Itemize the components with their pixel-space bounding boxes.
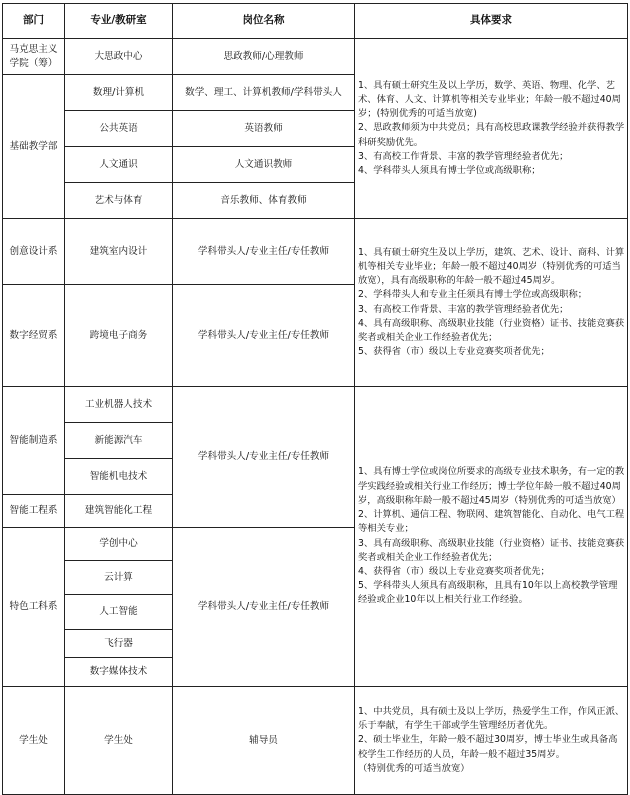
position-cell: 学科带头人/专业主任/专任教师 (173, 285, 355, 387)
requirement-item: 5、学科带头人须具有高级职称，且具有10年以上高校教学管理经验或企业10年以上相关行业工作经验。 (358, 580, 618, 606)
major-cell: 云计算 (65, 561, 173, 595)
recruitment-table (2, 3, 628, 795)
requirement-item: 2、计算机、通信工程、物联网、建筑智能化、自动化、电气工程等相关专业； (358, 509, 625, 535)
dept-cell: 数字经贸系 (3, 285, 65, 387)
dept-cell: 智能工程系 (3, 495, 65, 528)
major-cell: 学生处 (65, 687, 173, 795)
requirement-item: 5、获得省（市）级以上专业竞赛奖项者优先； (358, 346, 550, 358)
requirement-item: 2、硕士毕业生，年龄一般不超过30周岁，博士毕业生或具备高校学生工作经历的人员，年龄一般不超过35周岁。 (358, 734, 618, 760)
requirement-item: 3、有高校工作背景、丰富的教学管理经验者优先； (358, 303, 569, 315)
major-cell: 智能机电技术 (65, 459, 173, 495)
requirement-item: 3、有高校工作背景、丰富的教学管理经验者优先； (358, 150, 569, 162)
table-row (3, 387, 628, 423)
requirements-cell-group3 (355, 387, 628, 687)
major-cell: 学创中心 (65, 528, 173, 561)
requirement-item: 2、学科带头人和专业主任须具有博士学位或高级职称； (358, 289, 588, 301)
major-cell: 跨境电子商务 (65, 285, 173, 387)
table-row (3, 39, 628, 75)
major-cell: 建筑室内设计 (65, 219, 173, 285)
position-cell: 英语教师 (173, 111, 355, 147)
header-dept: 部门 (3, 4, 65, 39)
requirements-cell-group4 (355, 687, 628, 795)
position-cell: 学科带头人/专业主任/专任教师 (173, 528, 355, 687)
requirement-item: 1、具有硕士研究生及以上学历，数学、英语、物理、化学、艺术、体育、人文、计算机等相关专业毕业；年龄一般不超过40周岁；(特别优秀的可适当放宽) (358, 79, 621, 120)
requirement-item: 4、学科带头人须具有博士学位或高级职称； (358, 165, 541, 176)
requirement-item: 4、具有高级职称、高级职业技能（行业资格）证书、技能竞赛获奖者或相关企业工作经验者优先； (358, 317, 625, 343)
major-cell: 飞行器 (65, 630, 173, 658)
position-cell: 人文通识教师 (173, 147, 355, 183)
position-cell: 辅导员 (173, 687, 355, 795)
position-cell: 学科带头人/专业主任/专任教师 (173, 387, 355, 528)
header-position: 岗位名称 (173, 4, 355, 39)
requirements-cell-group2 (355, 219, 628, 387)
major-cell: 公共英语 (65, 111, 173, 147)
major-cell: 大思政中心 (65, 39, 173, 75)
table-row (3, 219, 628, 285)
major-cell: 新能源汽车 (65, 423, 173, 459)
header-row (3, 4, 628, 39)
dept-cell: 学生处 (3, 687, 65, 795)
requirements-cell-group1 (355, 39, 628, 219)
dept-cell: 智能制造系 (3, 387, 65, 495)
requirement-item: 1、具有博士学位或岗位所要求的高级专业技术职务，有一定的教学实践经验或相关行业工作经历；博士学位年龄一般不超过40周岁，高级职称年龄一般不超过45周岁（特别优秀的可适当放宽） (358, 466, 625, 506)
major-cell: 艺术与体育 (65, 183, 173, 219)
dept-cell: 马克思主义学院（筹） (3, 39, 65, 75)
requirement-item: 1、具有硕士研究生及以上学历，建筑、艺术、设计、商科、计算机等相关专业毕业；年龄一般不超过40周岁（特别优秀的可适当放宽），具有高级职称的年龄一般不超过45周岁。 (358, 246, 625, 287)
requirement-item: 4、获得省（市）级以上专业竞赛奖项者优先； (358, 565, 550, 577)
major-cell: 数字媒体技术 (65, 658, 173, 687)
requirement-item: 1、中共党员，具有硕士及以上学历，热爱学生工作，作风正派、乐于奉献，有学生干部或学生管理经历者优先。 (358, 705, 625, 732)
major-cell: 人工智能 (65, 595, 173, 630)
requirement-item: 2、思政教师须为中共党员；具有高校思政课教学经验并获得教学科研奖励优先。 (358, 122, 625, 148)
position-cell: 学科带头人/专业主任/专任教师 (173, 219, 355, 285)
header-major: 专业/教研室 (65, 4, 173, 39)
header-requirements: 具体要求 (355, 4, 628, 39)
dept-cell: 基础教学部 (3, 75, 65, 219)
major-cell: 工业机器人技术 (65, 387, 173, 423)
major-cell: 数理/计算机 (65, 75, 173, 111)
table-row (3, 687, 628, 795)
major-cell: 人文通识 (65, 147, 173, 183)
position-cell: 思政教师/心理教师 (173, 39, 355, 75)
position-cell: 数学、理工、计算机教师/学科带头人 (173, 75, 355, 111)
requirement-item: 3、具有高级职称、高级职业技能（行业资格）证书、技能竞赛获奖者或相关企业工作经验者优先； (358, 537, 625, 563)
position-cell: 音乐教师、体育教师 (173, 183, 355, 219)
requirement-item: （特别优秀的可适当放宽） (358, 762, 470, 774)
dept-cell: 特色工科系 (3, 528, 65, 687)
dept-cell: 创意设计系 (3, 219, 65, 285)
major-cell: 建筑智能化工程 (65, 495, 173, 528)
